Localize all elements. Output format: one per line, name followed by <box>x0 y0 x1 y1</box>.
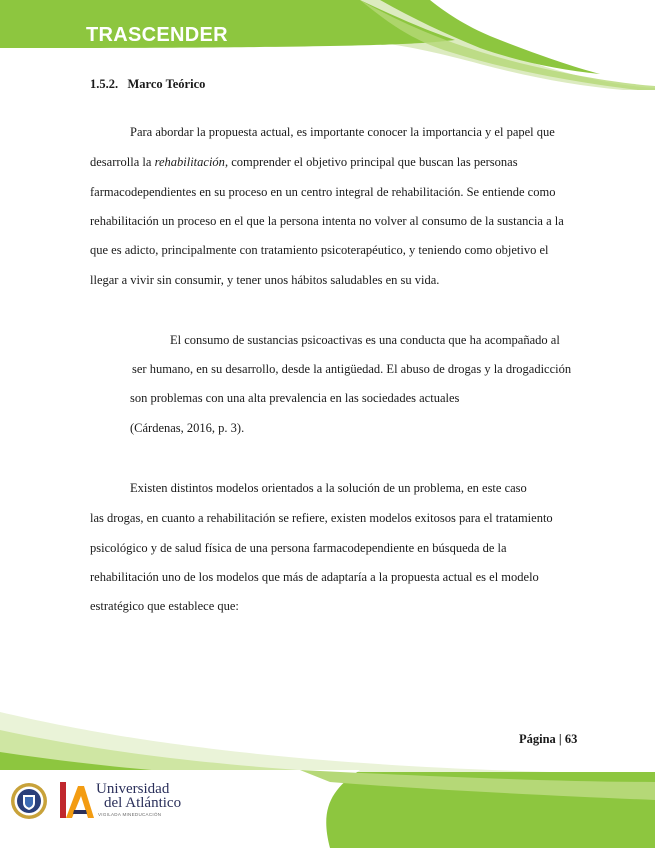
quote-line1: El consumo de sustancias psicoactivas es una conducta que ha acompañado al <box>170 333 560 347</box>
paragraph1-line3: farmacodependientes en su proceso en un centro integral de rehabilitación. Se entiende como <box>90 185 556 199</box>
paragraph1-line5: que es adicto, principalmente con tratamiento psicoterapéutico, y teniendo como objetivo el <box>90 243 549 257</box>
university-name-line2: del Atlántico <box>104 795 182 811</box>
paragraph1-line2 <box>90 154 518 170</box>
paragraph1-line1: Para abordar la propuesta actual, es importante conocer la importancia y el papel que <box>130 125 555 139</box>
page-number: Página | 63 <box>519 732 578 746</box>
section-heading: 1.5.2. Marco Teórico <box>90 77 206 91</box>
paragraph1-line6: llegar a vivir sin consumir, y tener unos hábitos saludables en su vida. <box>90 273 440 287</box>
quote-line2: ser humano, en su desarrollo, desde la antigüedad. El abuso de drogas y la drogadicción <box>132 362 572 376</box>
ua-logo-icon <box>56 780 96 822</box>
paragraph1-line2-end: , comprender el objetivo principal que buscan las personas <box>224 155 518 169</box>
paragraph2-line2: las drogas, en cuanto a rehabilitación se refiere, existen modelos exitosos para el tratamiento <box>90 511 553 525</box>
quote-citation: (Cárdenas, 2016, p. 3). <box>130 421 245 435</box>
emphasis-rehabilitacion: rehabilitación <box>154 155 225 169</box>
paragraph2-line1: Existen distintos modelos orientados a la solución de un problema, en este caso <box>130 481 527 495</box>
quote-line3: son problemas con una alta prevalencia en las sociedades actuales <box>130 391 460 405</box>
footer-banner <box>0 700 655 848</box>
university-name <box>96 782 181 810</box>
paragraph1-line4: rehabilitación un proceso en el que la persona intenta no volver al consumo de la sustancia a la <box>90 214 564 228</box>
paragraph2-line5: estratégico que establece que: <box>90 599 239 613</box>
paragraph2-line4: rehabilitación uno de los modelos que más de adaptaría a la propuesta actual es el modelo <box>90 570 539 584</box>
paragraph1-line2-start: desarrolla la <box>90 155 155 169</box>
brand-title: TRASCENDER <box>86 24 228 46</box>
university-tagline: VIGILADA MINEDUCACIÓN <box>98 812 162 817</box>
university-seal-icon <box>10 782 48 820</box>
university-name-line1: Universidad <box>96 781 170 797</box>
paragraph2-line3: psicológico y de salud física de una persona farmacodependiente en búsqueda de la <box>90 541 507 555</box>
